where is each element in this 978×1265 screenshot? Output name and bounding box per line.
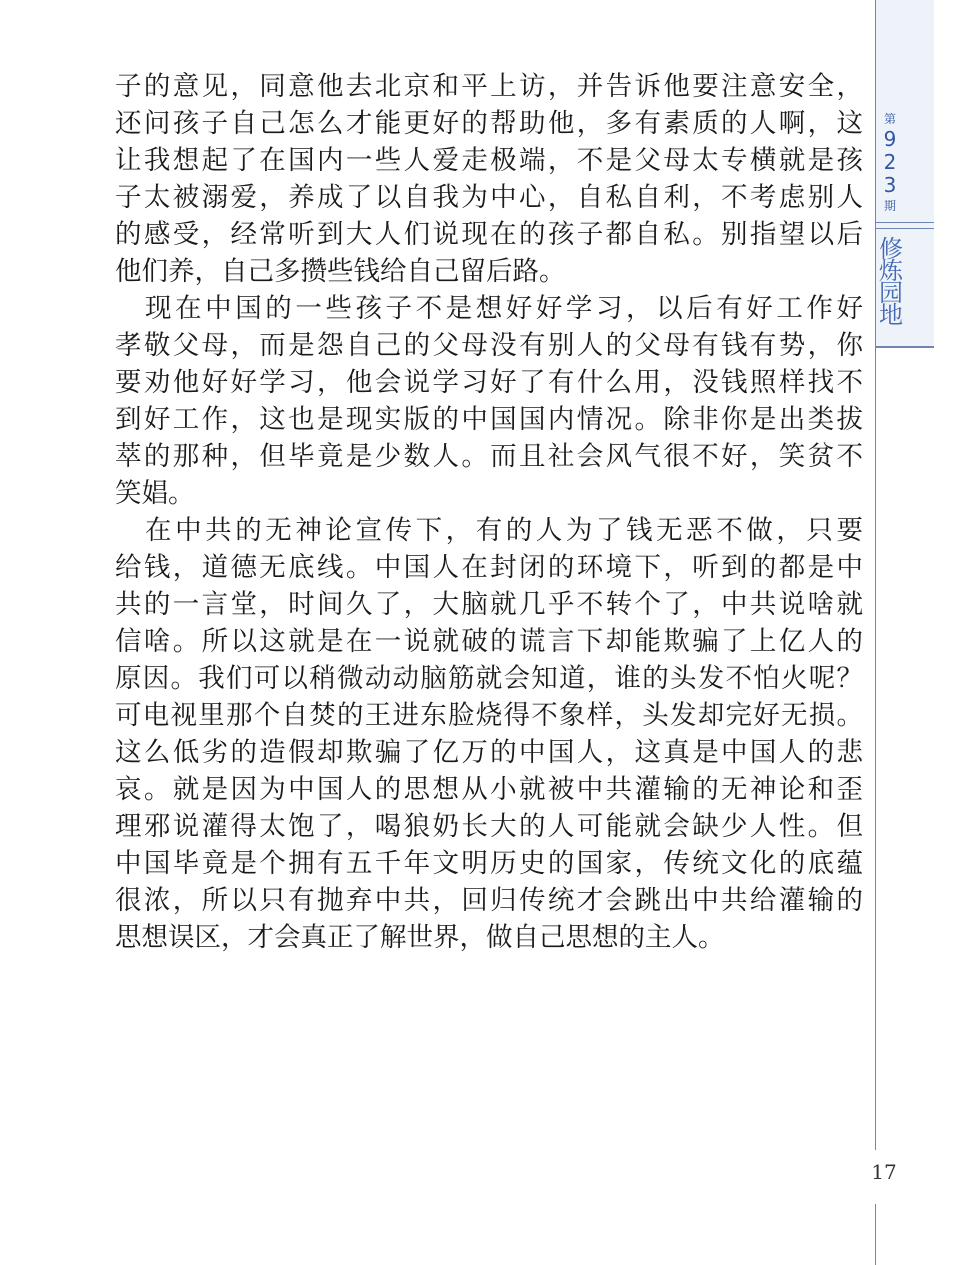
issue-tab xyxy=(876,0,934,348)
body-line: 到好工作，这也是现实版的中国国内情况。除非你是出类拔 xyxy=(115,404,863,435)
body-line: 的感受，经常听到大人们说现在的孩子都自私。别指望以后 xyxy=(115,219,863,250)
body-line: 萃的那种，但毕竟是少数人。而且社会风气很不好，笑贫不 xyxy=(115,441,863,472)
body-line: 子的意见，同意他去北京和平上访，并告诉他要注意安全， xyxy=(115,71,863,102)
column-title-char-2: 炼 xyxy=(879,257,903,285)
body-line: 子太被溺爱，养成了以自我为中心，自私自利，不考虑别人 xyxy=(115,182,863,213)
body-line: 可电视里那个自焚的王进东脸烧得不象样，头发却完好无损。 xyxy=(115,700,863,731)
body-line: 理邪说灌得太饱了，喝狼奶长大的人可能就会缺少人性。但 xyxy=(115,811,863,842)
issue-digit-1: 9 xyxy=(883,127,897,151)
body-line: 还问孩子自己怎么才能更好的帮助他，多有素质的人啊，这 xyxy=(115,108,863,139)
body-line: 要劝他好好学习，他会说学习好了有什么用，没钱照样找不 xyxy=(115,367,863,398)
issue-label xyxy=(876,110,904,215)
tab-divider-lower xyxy=(876,228,934,229)
issue-digit-3: 3 xyxy=(883,173,897,197)
column-title-char-4: 地 xyxy=(879,301,903,329)
body-line: 哀。就是因为中国人的思想从小就被中共灌输的无神论和歪 xyxy=(115,774,863,805)
issue-digit-2: 2 xyxy=(883,150,897,174)
body-line: 中国毕竟是个拥有五千年文明历史的国家，传统文化的底蕴 xyxy=(115,848,863,879)
body-line: 思想误区，才会真正了解世界，做自己思想的主人。 xyxy=(115,922,725,953)
column-title-char-3: 园 xyxy=(879,279,903,307)
issue-suffix: 期 xyxy=(883,199,896,213)
body-line: 信啥。所以这就是在一说就破的谎言下却能欺骗了上亿人的 xyxy=(115,626,863,657)
sidebar-rule-bottom xyxy=(875,1204,876,1265)
body-line: 在中共的无神论宣传下，有的人为了钱无恶不做，只要 xyxy=(115,515,863,546)
body-line: 让我想起了在国内一些人爱走极端，不是父母太专横就是孩 xyxy=(115,145,863,176)
body-line: 孝敬父母，而是怨自己的父母没有别人的父母有钱有势，你 xyxy=(115,330,863,361)
body-line: 笑娼。 xyxy=(115,478,195,509)
body-line: 共的一言堂，时间久了，大脑就几乎不转个了，中共说啥就 xyxy=(115,589,863,620)
article-body xyxy=(115,68,863,956)
body-line: 这么低劣的造假却欺骗了亿万的中国人，这真是中国人的悲 xyxy=(115,737,863,768)
column-title-char-1: 修 xyxy=(879,235,903,263)
body-line: 现在中国的一些孩子不是想好好学习，以后有好工作好 xyxy=(115,293,863,324)
body-line: 原因。我们可以稍微动动脑筋就会知道，谁的头发不怕火呢？ xyxy=(115,663,863,694)
body-line: 给钱，道德无底线。中国人在封闭的环境下，听到的都是中 xyxy=(115,552,863,583)
issue-prefix: 第 xyxy=(883,112,896,126)
column-title xyxy=(878,235,904,329)
tab-divider-upper xyxy=(876,222,934,223)
page-number: 17 xyxy=(871,1160,897,1184)
body-line: 他们养，自己多攒些钱给自己留后路。 xyxy=(115,256,566,287)
body-line: 很浓，所以只有抛弃中共，回归传统才会跳出中共给灌输的 xyxy=(115,885,863,916)
